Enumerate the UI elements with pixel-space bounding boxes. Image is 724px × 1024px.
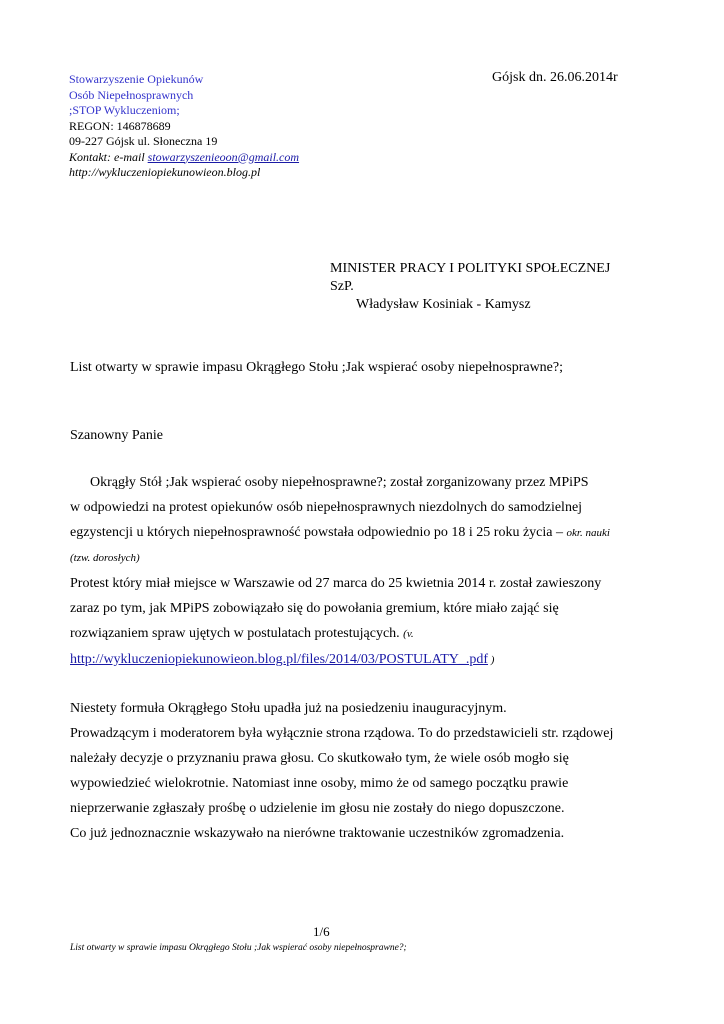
p1-line-6: zaraz po tym, jak MPiPS zobowiązało się do powołania gremium, które miało zająć się — [70, 601, 559, 616]
p1-line-8 — [70, 647, 610, 673]
p1-line-1: Okrągły Stół ;Jak wspierać osoby niepełnosprawne?; został zorganizowany przez MPiPS — [90, 475, 589, 490]
p2-line-2: Prowadzącym i moderatorem była wyłącznie strona rządowa. To do przedstawicieli str. rządowej — [70, 726, 614, 741]
p1-line-3-text: egzystencji u których niepełnosprawność powstała odpowiednio po 18 i 25 roku życia – — [70, 525, 567, 540]
paragraph-1 — [70, 470, 610, 673]
recipient-honorific: SzP. — [330, 279, 354, 294]
p2-line-4: wypowiedzieć wielokrotnie. Natomiast inne osoby, mimo że od samego początku prawie — [70, 776, 569, 791]
page-footer: List otwarty w sprawie impasu Okrągłego Stołu ;Jak wspierać osoby niepełnosprawne?; — [70, 943, 407, 953]
link-close: ) — [488, 654, 495, 666]
paragraph-2 — [70, 696, 613, 846]
p2-line-1: Niestety formuła Okrągłego Stołu upadła już na posiedzeniu inauguracyjnym. — [70, 701, 507, 716]
p2-line-5: nieprzerwanie zgłaszały prośbę o udzielenie im głosu nie zostały do niego dopuszczone. — [70, 801, 565, 816]
p1-line-7-text: rozwiązaniem spraw ujętych w postulatach protestujących. — [70, 626, 404, 641]
p1-line-2: w odpowiedzi na protest opiekunów osób niepełnosprawnych niezdolnych do samodzielnej — [70, 500, 583, 515]
p1-line-5: Protest który miał miejsce w Warszawie od 27 marca do 25 kwietnia 2014 r. został zawieszony — [70, 576, 602, 591]
sender-org-line-2: Osób Niepełnosprawnych — [69, 87, 194, 102]
p1-line-3-note: okr. nauki — [566, 527, 610, 539]
sender-org-line-1: Stowarzyszenie Opiekunów — [69, 72, 204, 86]
recipient-block — [330, 260, 610, 314]
sender-contact — [69, 150, 299, 166]
letter-subject: List otwarty w sprawie impasu Okrągłego Stołu ;Jak wspierać osoby niepełnosprawne?; — [70, 360, 564, 375]
sender-org-line-3: ;STOP Wykluczeniom; — [69, 103, 180, 117]
salutation: Szanowny Panie — [70, 428, 163, 443]
p2-line-3: należały decyzje o przyznaniu prawa głosu. Co skutkowało tym, że wiele osób mogło się — [70, 751, 569, 766]
p1-line-4-note: (tzw. dorosłych) — [70, 552, 140, 564]
postulaty-link[interactable]: http://wykluczeniopiekunowieon.blog.pl/files/2014/03/POSTULATY_.pdf — [70, 652, 489, 667]
p2-line-6: Co już jednoznacznie wskazywało na nierówne traktowanie uczestników zgromadzenia. — [70, 826, 565, 841]
recipient-name: Władysław Kosiniak - Kamysz — [356, 297, 531, 312]
contact-prefix: Kontakt: e-mail — [69, 149, 148, 164]
p1-line-7 — [70, 621, 610, 647]
sender-block — [69, 72, 299, 181]
p1-line-3 — [70, 520, 610, 546]
sender-regon: REGON: 146878689 — [69, 118, 171, 133]
sender-blog: http://wykluczeniopiekunowieon.blog.pl — [69, 165, 261, 179]
letter-date: Gójsk dn. 26.06.2014r — [492, 70, 618, 85]
sender-address: 09-227 Gójsk ul. Słoneczna 19 — [69, 134, 218, 148]
recipient-title: MINISTER PRACY I POLITYKI SPOŁECZNEJ — [330, 261, 611, 276]
p1-line-7-note: (v. — [403, 628, 414, 640]
email-link[interactable]: stowarzyszenieoon@gmail.com — [147, 149, 300, 164]
page-number: 1/6 — [313, 924, 330, 939]
